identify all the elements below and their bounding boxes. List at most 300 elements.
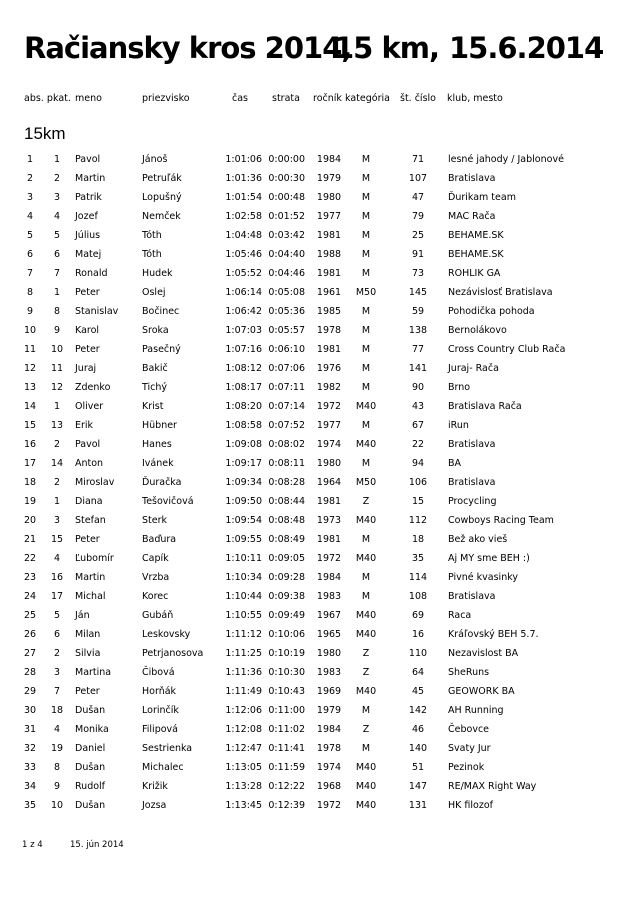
- cell-club: Bratislava: [448, 591, 496, 602]
- cell-birth-year: 1973: [316, 515, 342, 526]
- cell-loss: 0:10:43: [268, 686, 305, 697]
- cell-loss: 0:00:48: [268, 192, 305, 203]
- cell-category-place: 6: [53, 629, 61, 640]
- cell-loss: 0:01:52: [268, 211, 305, 222]
- table-row: [0, 283, 640, 302]
- cell-first-name: Peter: [75, 534, 100, 545]
- table-row: [0, 625, 640, 644]
- table-row: [0, 397, 640, 416]
- cell-club: Nezavislost BA: [448, 648, 519, 659]
- cell-category: M40: [355, 553, 377, 564]
- cell-club: Juraj- Rača: [448, 363, 499, 374]
- cell-birth-year: 1984: [316, 572, 342, 583]
- cell-category: M: [361, 534, 371, 545]
- cell-first-name: Pavol: [75, 154, 101, 165]
- cell-abs-place: 16: [23, 439, 37, 450]
- cell-last-name: Tešovičová: [142, 496, 194, 507]
- cell-bib-number: 67: [411, 420, 425, 431]
- cell-bib-number: 114: [408, 572, 428, 583]
- cell-category-place: 10: [50, 800, 64, 811]
- cell-bib-number: 142: [408, 705, 428, 716]
- cell-category: Z: [362, 724, 370, 735]
- header-last-name: priezvisko: [142, 93, 190, 104]
- cell-last-name: Hübner: [142, 420, 177, 431]
- cell-time: 1:09:17: [225, 458, 262, 469]
- cell-abs-place: 7: [26, 268, 34, 279]
- cell-bib-number: 45: [411, 686, 425, 697]
- cell-time: 1:12:06: [225, 705, 262, 716]
- cell-bib-number: 46: [411, 724, 425, 735]
- cell-last-name: Jánoš: [142, 154, 168, 165]
- cell-birth-year: 1972: [316, 800, 342, 811]
- cell-bib-number: 64: [411, 667, 425, 678]
- cell-category-place: 11: [50, 363, 64, 374]
- section-heading: 15km: [24, 124, 66, 143]
- cell-club: Brno: [448, 382, 471, 393]
- cell-abs-place: 3: [26, 192, 34, 203]
- cell-club: Pivné kvasinky: [448, 572, 519, 583]
- cell-time: 1:06:42: [225, 306, 262, 317]
- cell-bib-number: 15: [411, 496, 425, 507]
- table-row: [0, 587, 640, 606]
- cell-category-place: 4: [53, 724, 61, 735]
- cell-last-name: Pasečný: [142, 344, 181, 355]
- cell-birth-year: 1964: [316, 477, 342, 488]
- cell-bib-number: 79: [411, 211, 425, 222]
- cell-last-name: Čibová: [142, 667, 175, 678]
- race-distance: 15 km,: [334, 31, 439, 65]
- cell-loss: 0:06:10: [268, 344, 305, 355]
- cell-abs-place: 5: [26, 230, 34, 241]
- table-row: [0, 416, 640, 435]
- cell-birth-year: 1981: [316, 268, 342, 279]
- table-row: [0, 568, 640, 587]
- cell-club: BA: [448, 458, 462, 469]
- cell-club: Raca: [448, 610, 472, 621]
- cell-first-name: Rudolf: [75, 781, 106, 792]
- cell-category: M40: [355, 781, 377, 792]
- cell-first-name: Ľubomír: [75, 553, 114, 564]
- cell-category-place: 3: [53, 192, 61, 203]
- cell-birth-year: 1978: [316, 325, 342, 336]
- cell-first-name: Martina: [75, 667, 112, 678]
- cell-abs-place: 15: [23, 420, 37, 431]
- cell-loss: 0:09:05: [268, 553, 305, 564]
- cell-loss: 0:08:49: [268, 534, 305, 545]
- cell-birth-year: 1977: [316, 211, 342, 222]
- cell-birth-year: 1984: [316, 154, 342, 165]
- cell-time: 1:11:12: [225, 629, 262, 640]
- cell-bib-number: 94: [411, 458, 425, 469]
- cell-bib-number: 51: [411, 762, 425, 773]
- cell-time: 1:10:11: [225, 553, 262, 564]
- cell-first-name: Zdenko: [75, 382, 111, 393]
- cell-birth-year: 1972: [316, 553, 342, 564]
- cell-time: 1:02:58: [225, 211, 262, 222]
- cell-time: 1:13:28: [225, 781, 262, 792]
- cell-last-name: Petrjanosova: [142, 648, 204, 659]
- cell-loss: 0:04:40: [268, 249, 305, 260]
- cell-birth-year: 1968: [316, 781, 342, 792]
- cell-time: 1:13:05: [225, 762, 262, 773]
- table-row: [0, 644, 640, 663]
- cell-bib-number: 35: [411, 553, 425, 564]
- header-category-place: kat.: [53, 93, 71, 104]
- cell-abs-place: 33: [23, 762, 37, 773]
- cell-category-place: 15: [50, 534, 64, 545]
- cell-last-name: Križik: [142, 781, 168, 792]
- cell-category: M40: [355, 629, 377, 640]
- cell-category: M: [361, 344, 371, 355]
- cell-category: M40: [355, 762, 377, 773]
- cell-last-name: Petruľák: [142, 173, 182, 184]
- cell-category-place: 1: [53, 496, 61, 507]
- cell-loss: 0:09:49: [268, 610, 305, 621]
- cell-first-name: Peter: [75, 344, 100, 355]
- cell-club: Nezávislosť Bratislava: [448, 287, 553, 298]
- table-row: [0, 682, 640, 701]
- cell-last-name: Bakič: [142, 363, 168, 374]
- cell-club: Pezinok: [448, 762, 485, 773]
- cell-time: 1:09:55: [225, 534, 262, 545]
- cell-last-name: Korec: [142, 591, 169, 602]
- cell-club: Procycling: [448, 496, 497, 507]
- cell-last-name: Vrzba: [142, 572, 170, 583]
- cell-abs-place: 24: [23, 591, 37, 602]
- cell-time: 1:05:46: [225, 249, 262, 260]
- cell-last-name: Oslej: [142, 287, 166, 298]
- cell-category: M: [361, 705, 371, 716]
- cell-abs-place: 23: [23, 572, 37, 583]
- cell-loss: 0:00:30: [268, 173, 305, 184]
- cell-time: 1:06:14: [225, 287, 262, 298]
- cell-category: M: [361, 382, 371, 393]
- cell-last-name: Jozsa: [142, 800, 167, 811]
- cell-abs-place: 34: [23, 781, 37, 792]
- cell-birth-year: 1977: [316, 420, 342, 431]
- cell-category: Z: [362, 648, 370, 659]
- cell-abs-place: 35: [23, 800, 37, 811]
- cell-first-name: Ronald: [75, 268, 108, 279]
- table-row: [0, 378, 640, 397]
- cell-time: 1:10:44: [225, 591, 262, 602]
- table-row: [0, 492, 640, 511]
- cell-club: Bratislava Rača: [448, 401, 522, 412]
- cell-category: M: [361, 363, 371, 374]
- cell-loss: 0:03:42: [268, 230, 305, 241]
- cell-category-place: 5: [53, 230, 61, 241]
- cell-birth-year: 1981: [316, 344, 342, 355]
- table-row: [0, 188, 640, 207]
- cell-category-place: 18: [50, 705, 64, 716]
- table-row: [0, 739, 640, 758]
- cell-club: Bratislava: [448, 173, 496, 184]
- cell-abs-place: 8: [26, 287, 34, 298]
- cell-first-name: Stanislav: [75, 306, 119, 317]
- cell-bib-number: 108: [408, 591, 428, 602]
- cell-last-name: Tóth: [142, 249, 162, 260]
- cell-loss: 0:12:22: [268, 781, 305, 792]
- cell-bib-number: 90: [411, 382, 425, 393]
- cell-category: M40: [355, 515, 377, 526]
- cell-club: MAC Rača: [448, 211, 496, 222]
- cell-birth-year: 1978: [316, 743, 342, 754]
- cell-category: M: [361, 268, 371, 279]
- cell-time: 1:09:34: [225, 477, 262, 488]
- cell-club: GEOWORK BA: [448, 686, 515, 697]
- cell-birth-year: 1983: [316, 667, 342, 678]
- cell-club: BEHAME.SK: [448, 230, 504, 241]
- cell-last-name: Krist: [142, 401, 164, 412]
- cell-abs-place: 2: [26, 173, 34, 184]
- cell-birth-year: 1979: [316, 173, 342, 184]
- cell-category: M40: [355, 610, 377, 621]
- cell-loss: 0:09:38: [268, 591, 305, 602]
- cell-category: Z: [362, 667, 370, 678]
- cell-bib-number: 71: [411, 154, 425, 165]
- cell-loss: 0:00:00: [268, 154, 305, 165]
- table-row: [0, 359, 640, 378]
- cell-loss: 0:07:11: [268, 382, 305, 393]
- cell-club: Svaty Jur: [448, 743, 491, 754]
- cell-birth-year: 1988: [316, 249, 342, 260]
- cell-club: Bež ako vieš: [448, 534, 508, 545]
- cell-birth-year: 1980: [316, 458, 342, 469]
- header-bib-number: št. číslo: [400, 93, 436, 104]
- cell-bib-number: 25: [411, 230, 425, 241]
- cell-bib-number: 22: [411, 439, 425, 450]
- cell-time: 1:10:55: [225, 610, 262, 621]
- cell-bib-number: 106: [408, 477, 428, 488]
- cell-last-name: Leskovsky: [142, 629, 191, 640]
- cell-time: 1:08:58: [225, 420, 262, 431]
- cell-category-place: 3: [53, 515, 61, 526]
- cell-category: M40: [355, 439, 377, 450]
- cell-abs-place: 6: [26, 249, 34, 260]
- header-loss: strata: [272, 93, 300, 104]
- cell-category: M: [361, 173, 371, 184]
- cell-first-name: Karol: [75, 325, 100, 336]
- cell-birth-year: 1969: [316, 686, 342, 697]
- cell-category: M: [361, 743, 371, 754]
- cell-first-name: Matej: [75, 249, 102, 260]
- cell-abs-place: 31: [23, 724, 37, 735]
- cell-category: M40: [355, 401, 377, 412]
- cell-first-name: Ján: [75, 610, 90, 621]
- cell-bib-number: 59: [411, 306, 425, 317]
- cell-category-place: 3: [53, 667, 61, 678]
- cell-category-place: 1: [53, 287, 61, 298]
- cell-loss: 0:11:59: [268, 762, 305, 773]
- cell-abs-place: 9: [26, 306, 34, 317]
- cell-category: M: [361, 420, 371, 431]
- table-row: [0, 777, 640, 796]
- cell-first-name: Július: [75, 230, 101, 241]
- cell-club: Bernolákovo: [448, 325, 507, 336]
- cell-category-place: 8: [53, 306, 61, 317]
- cell-loss: 0:12:39: [268, 800, 305, 811]
- cell-bib-number: 140: [408, 743, 428, 754]
- cell-abs-place: 25: [23, 610, 37, 621]
- cell-category: M: [361, 230, 371, 241]
- cell-category-place: 7: [53, 268, 61, 279]
- cell-loss: 0:11:41: [268, 743, 305, 754]
- cell-first-name: Oliver: [75, 401, 104, 412]
- cell-category: M: [361, 325, 371, 336]
- cell-first-name: Dušan: [75, 800, 106, 811]
- cell-category: M: [361, 249, 371, 260]
- cell-time: 1:04:48: [225, 230, 262, 241]
- cell-club: iRun: [448, 420, 469, 431]
- cell-loss: 0:07:06: [268, 363, 305, 374]
- cell-club: lesné jahody / Jablonové: [448, 154, 564, 165]
- cell-category: M: [361, 458, 371, 469]
- cell-time: 1:12:47: [225, 743, 262, 754]
- cell-club: BEHAME.SK: [448, 249, 504, 260]
- cell-last-name: Lorinčík: [142, 705, 179, 716]
- cell-loss: 0:07:14: [268, 401, 305, 412]
- cell-category: M: [361, 211, 371, 222]
- table-row: [0, 796, 640, 815]
- cell-category-place: 1: [53, 154, 61, 165]
- cell-category-place: 2: [53, 648, 61, 659]
- cell-first-name: Milan: [75, 629, 101, 640]
- cell-abs-place: 18: [23, 477, 37, 488]
- cell-category: M: [361, 154, 371, 165]
- table-row: [0, 663, 640, 682]
- cell-category-place: 2: [53, 439, 61, 450]
- table-row: [0, 511, 640, 530]
- cell-time: 1:11:25: [225, 648, 262, 659]
- cell-last-name: Ivánek: [142, 458, 174, 469]
- cell-abs-place: 11: [23, 344, 37, 355]
- cell-birth-year: 1980: [316, 192, 342, 203]
- cell-first-name: Daniel: [75, 743, 106, 754]
- cell-last-name: Ďuračka: [142, 477, 182, 488]
- cell-loss: 0:08:11: [268, 458, 305, 469]
- cell-first-name: Erik: [75, 420, 94, 431]
- cell-loss: 0:10:30: [268, 667, 305, 678]
- cell-last-name: Sestrienka: [142, 743, 193, 754]
- cell-abs-place: 17: [23, 458, 37, 469]
- cell-loss: 0:08:44: [268, 496, 305, 507]
- cell-birth-year: 1965: [316, 629, 342, 640]
- table-row: [0, 454, 640, 473]
- cell-birth-year: 1972: [316, 401, 342, 412]
- cell-first-name: Peter: [75, 686, 100, 697]
- cell-category-place: 6: [53, 249, 61, 260]
- cell-last-name: Sroka: [142, 325, 169, 336]
- cell-last-name: Tóth: [142, 230, 162, 241]
- cell-time: 1:05:52: [225, 268, 262, 279]
- header-time: čas: [232, 93, 248, 104]
- cell-category: M: [361, 192, 371, 203]
- cell-category: M50: [355, 477, 377, 488]
- cell-last-name: Michalec: [142, 762, 184, 773]
- header-first-name: meno: [75, 93, 102, 104]
- cell-category-place: 7: [53, 686, 61, 697]
- cell-last-name: Gubáň: [142, 610, 174, 621]
- cell-loss: 0:10:19: [268, 648, 305, 659]
- cell-bib-number: 77: [411, 344, 425, 355]
- cell-birth-year: 1974: [316, 439, 342, 450]
- cell-abs-place: 27: [23, 648, 37, 659]
- cell-category: M: [361, 591, 371, 602]
- cell-club: HK filozof: [448, 800, 493, 811]
- cell-loss: 0:10:06: [268, 629, 305, 640]
- cell-category-place: 19: [50, 743, 64, 754]
- table-row: [0, 264, 640, 283]
- cell-category-place: 16: [50, 572, 64, 583]
- cell-birth-year: 1967: [316, 610, 342, 621]
- cell-last-name: Hanes: [142, 439, 172, 450]
- footer-date: 15. jún 2014: [70, 840, 124, 850]
- cell-bib-number: 91: [411, 249, 425, 260]
- cell-last-name: Tichý: [142, 382, 168, 393]
- cell-club: Kráľovský BEH 5.7.: [448, 629, 539, 640]
- cell-bib-number: 107: [408, 173, 428, 184]
- cell-abs-place: 14: [23, 401, 37, 412]
- cell-abs-place: 28: [23, 667, 37, 678]
- cell-bib-number: 147: [408, 781, 428, 792]
- cell-loss: 0:11:00: [268, 705, 305, 716]
- cell-first-name: Michal: [75, 591, 106, 602]
- cell-club: Ďurikam team: [448, 192, 516, 203]
- cell-last-name: Filipová: [142, 724, 178, 735]
- cell-abs-place: 21: [23, 534, 37, 545]
- cell-last-name: Sterk: [142, 515, 168, 526]
- cell-bib-number: 131: [408, 800, 428, 811]
- cell-category-place: 4: [53, 211, 61, 222]
- cell-category-place: 2: [53, 173, 61, 184]
- cell-club: AH Running: [448, 705, 504, 716]
- cell-club: Aj MY sme BEH :): [448, 553, 530, 564]
- cell-time: 1:13:45: [225, 800, 262, 811]
- cell-birth-year: 1961: [316, 287, 342, 298]
- cell-time: 1:11:36: [225, 667, 262, 678]
- table-row: [0, 302, 640, 321]
- cell-birth-year: 1976: [316, 363, 342, 374]
- cell-first-name: Pavol: [75, 439, 101, 450]
- cell-bib-number: 141: [408, 363, 428, 374]
- cell-category-place: 5: [53, 610, 61, 621]
- cell-category-place: 9: [53, 781, 61, 792]
- header-birth-year: ročník: [313, 93, 342, 104]
- cell-bib-number: 145: [408, 287, 428, 298]
- cell-club: Cross Country Club Rača: [448, 344, 566, 355]
- cell-category-place: 2: [53, 477, 61, 488]
- cell-loss: 0:07:52: [268, 420, 305, 431]
- cell-birth-year: 1980: [316, 648, 342, 659]
- cell-category-place: 9: [53, 325, 61, 336]
- cell-club: Čebovce: [448, 724, 490, 735]
- cell-birth-year: 1985: [316, 306, 342, 317]
- cell-loss: 0:05:08: [268, 287, 305, 298]
- cell-bib-number: 69: [411, 610, 425, 621]
- cell-time: 1:09:08: [225, 439, 262, 450]
- cell-bib-number: 43: [411, 401, 425, 412]
- table-row: [0, 340, 640, 359]
- cell-loss: 0:08:48: [268, 515, 305, 526]
- cell-last-name: Capík: [142, 553, 169, 564]
- cell-abs-place: 30: [23, 705, 37, 716]
- cell-category-place: 14: [50, 458, 64, 469]
- cell-club: Bratislava: [448, 477, 496, 488]
- table-row: [0, 207, 640, 226]
- cell-time: 1:10:34: [225, 572, 262, 583]
- table-row: [0, 169, 640, 188]
- cell-first-name: Diana: [75, 496, 103, 507]
